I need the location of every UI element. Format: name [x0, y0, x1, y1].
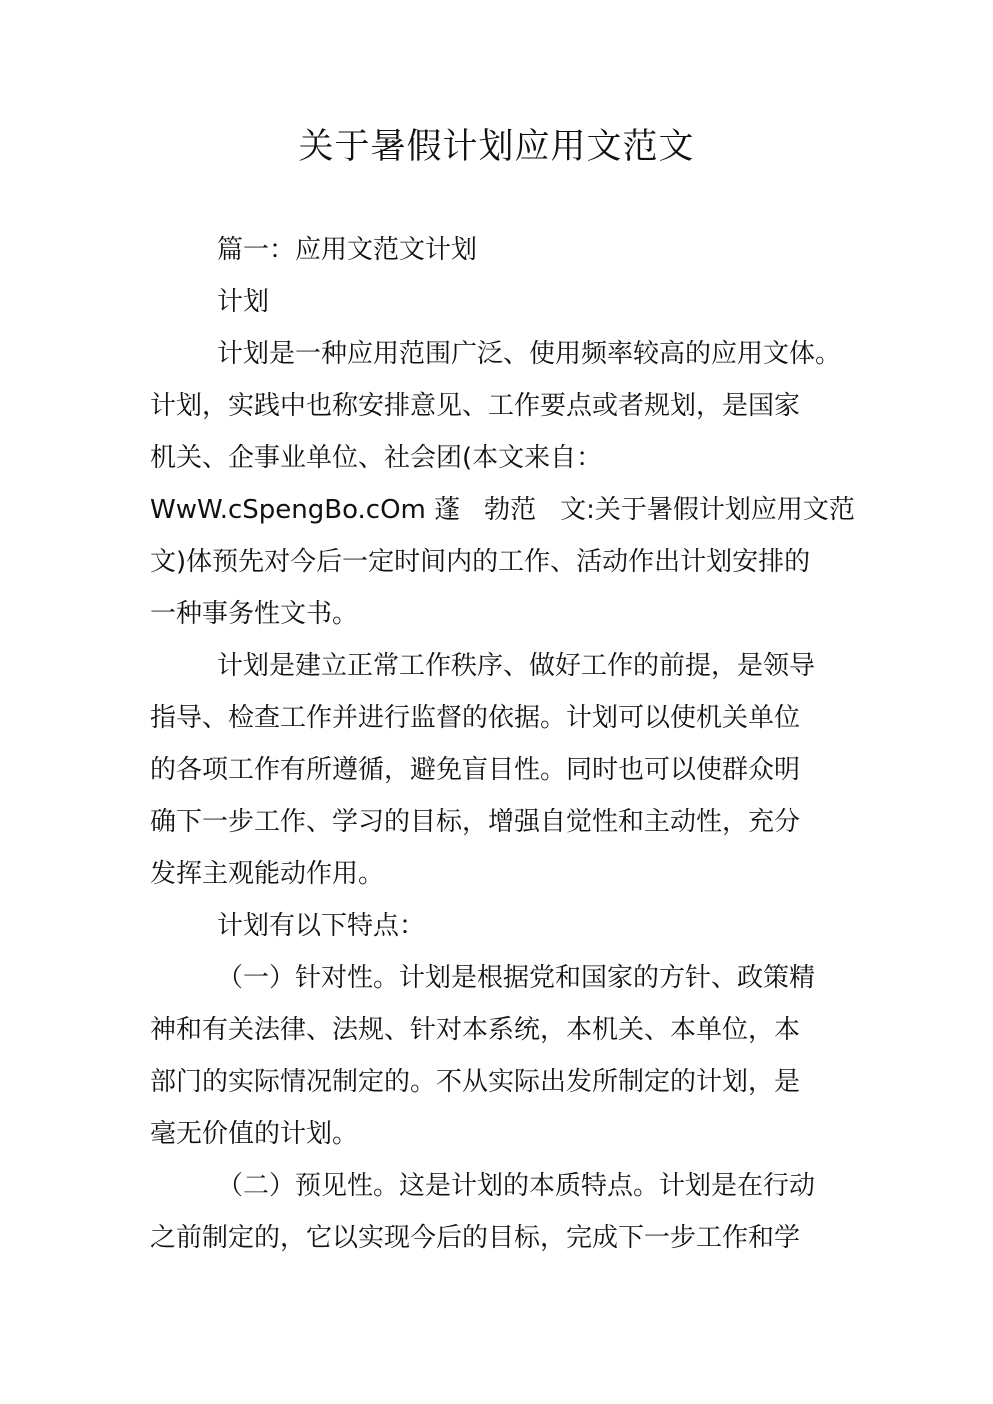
paragraph-3: 计划有以下特点：: [217, 911, 426, 941]
paragraph-5-line-2: 之前制定的，它以实现今后的目标，完成下一步工作和学: [150, 1223, 801, 1253]
paragraph-1-line-5: 文)体预先对今后一定时间内的工作、活动作出计划安排的: [150, 547, 811, 577]
paragraph-1-line-4: [150, 492, 855, 528]
source-text-b: 勃范: [484, 495, 537, 525]
paragraph-4-line-4: 毫无价值的计划。: [150, 1119, 359, 1149]
paragraph-4-line-2: 神和有关法律、法规、针对本系统，本机关、本单位，本: [150, 1015, 801, 1045]
source-text-a: WwW.cSpengBo.cOm 蓬: [150, 495, 461, 525]
paragraph-1-line-6: 一种事务性文书。: [150, 599, 359, 629]
paragraph-5-line-1: （二）预见性。这是计划的本质特点。计划是在行动: [217, 1171, 816, 1201]
section-heading: 篇一：应用文范文计划: [217, 235, 478, 265]
paragraph-2-line-1: 计划是建立正常工作秩序、做好工作的前提，是领导: [217, 651, 816, 681]
document-title: 关于暑假计划应用文范文: [298, 127, 695, 167]
paragraph-1-line-2: 计划，实践中也称安排意见、工作要点或者规划，是国家: [150, 391, 801, 421]
sub-heading: 计划: [217, 287, 270, 317]
paragraph-4-line-3: 部门的实际情况制定的。不从实际出发所制定的计划，是: [150, 1067, 801, 1097]
paragraph-2-line-3: 的各项工作有所遵循，避免盲目性。同时也可以使群众明: [150, 755, 801, 785]
paragraph-4-line-1: （一）针对性。计划是根据党和国家的方针、政策精: [217, 963, 816, 993]
paragraph-1-line-1: 计划是一种应用范围广泛、使用频率较高的应用文体。: [217, 339, 842, 369]
paragraph-1-line-3: 机关、企事业单位、社会团(本文来自：: [150, 443, 603, 473]
source-text-c: 文:关于暑假计划应用文范: [560, 495, 855, 525]
paragraph-2-line-4: 确下一步工作、学习的目标，增强自觉性和主动性，充分: [150, 807, 801, 837]
paragraph-2-line-5: 发挥主观能动作用。: [150, 859, 385, 889]
paragraph-2-line-2: 指导、检查工作并进行监督的依据。计划可以使机关单位: [150, 703, 801, 733]
